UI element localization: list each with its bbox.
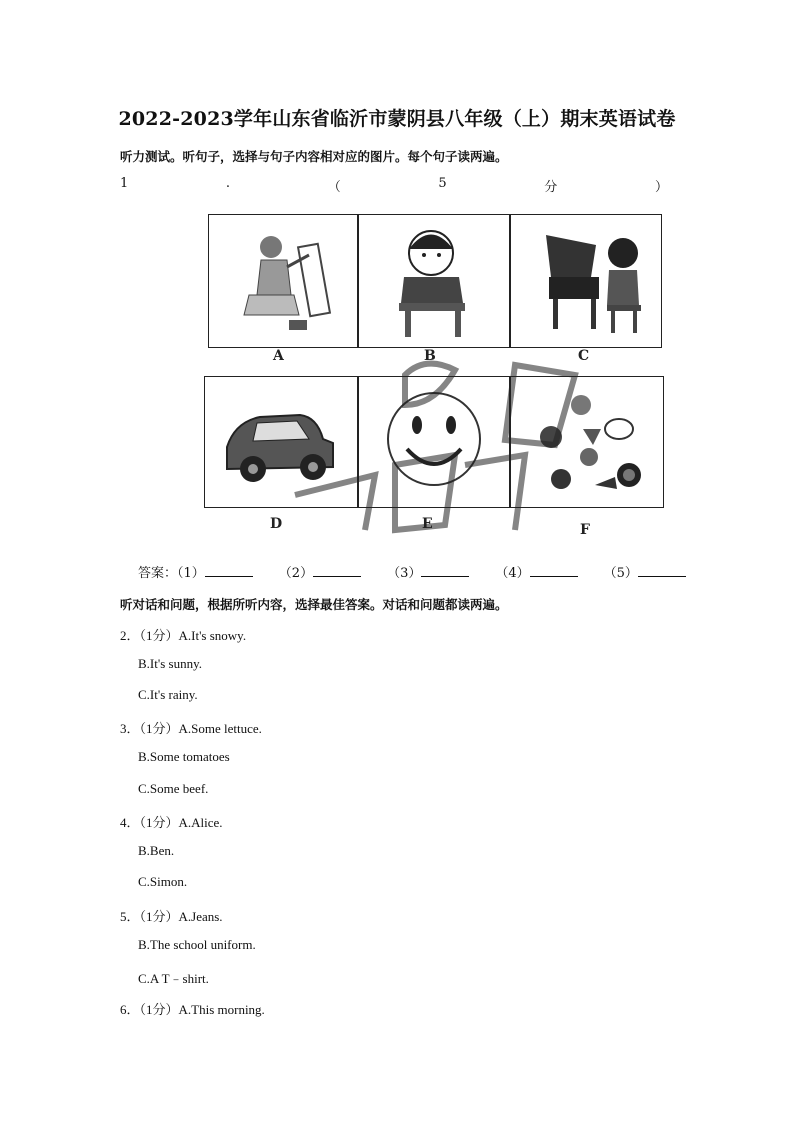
answer-3-blank[interactable] (421, 564, 469, 577)
label-f: F (580, 522, 590, 538)
answer-4-label: （4） (495, 566, 530, 581)
writing-boy-image (359, 215, 509, 347)
label-b: B (424, 348, 436, 364)
answer-5-label: （5） (603, 566, 638, 581)
fruits-image (511, 377, 663, 507)
answer-3-label: （3） (387, 566, 422, 581)
smiley-face-image (359, 377, 509, 507)
picture-a-painting-girl (208, 214, 358, 348)
question-6-stem: 6．（1分）A.This morning. (120, 1002, 265, 1017)
answer-2-blank[interactable] (313, 564, 361, 577)
label-e: E (422, 516, 433, 532)
question-1-heading (120, 176, 668, 195)
car-image (205, 377, 357, 507)
section1-instruction: 听力测试。听句子，选择与句子内容相对应的图片。每个句子读两遍。 (120, 149, 508, 164)
picture-f-fruits (510, 376, 664, 508)
answer-5-blank[interactable] (638, 564, 686, 577)
answer-2-label: （2） (278, 566, 314, 581)
page-title: 2022-2023学年山东省临沂市蒙阴县八年级（上）期末英语试卷 (118, 108, 676, 130)
picture-b-writing-boy (358, 214, 510, 348)
q1-paren-close: ） (654, 180, 668, 195)
answer-1-label: （1） (177, 566, 205, 581)
section2-instruction: 听对话和问题，根据所听内容，选择最佳答案。对话和问题都读两遍。 (120, 597, 508, 612)
question-5-stem: 5．（1分）A.Jeans. (120, 909, 223, 924)
label-d: D (270, 516, 283, 532)
question-5-option-b: B.The school uniform. (138, 937, 256, 952)
question-2-option-c: C.It's rainy. (138, 687, 198, 702)
answer-blanks (138, 562, 712, 581)
piano-girl-image (511, 215, 661, 347)
q1-score: 5 (438, 176, 447, 191)
answer-4-blank[interactable] (530, 564, 578, 577)
picture-c-piano-girl (510, 214, 662, 348)
q1-number: 1 (120, 176, 129, 191)
picture-d-car (204, 376, 358, 508)
painting-girl-image (209, 215, 357, 347)
q1-dot: . (225, 176, 231, 191)
question-4-option-b: B.Ben. (138, 843, 175, 858)
picture-e-smiley (358, 376, 510, 508)
answers-label: 答案： (138, 566, 178, 581)
label-a: A (273, 348, 284, 364)
label-c: C (578, 348, 590, 364)
q1-paren-open: （ (327, 180, 341, 195)
question-2-stem: 2．（1分）A.It's snowy. (120, 628, 247, 643)
question-3-option-c: C.Some beef. (138, 781, 209, 796)
question-2-option-b: B.It's sunny. (138, 656, 202, 671)
question-4-option-c: C.Simon. (138, 874, 188, 889)
picture-grid (200, 210, 666, 545)
question-5-option-c: C.A T﹣shirt. (138, 971, 209, 986)
q1-score-unit: 分 (544, 180, 558, 195)
answer-1-blank[interactable] (205, 564, 253, 577)
question-4-stem: 4．（1分）A.Alice. (120, 815, 223, 830)
question-3-option-b: B.Some tomatoes (138, 749, 230, 764)
question-3-stem: 3．（1分）A.Some lettuce. (120, 721, 262, 736)
